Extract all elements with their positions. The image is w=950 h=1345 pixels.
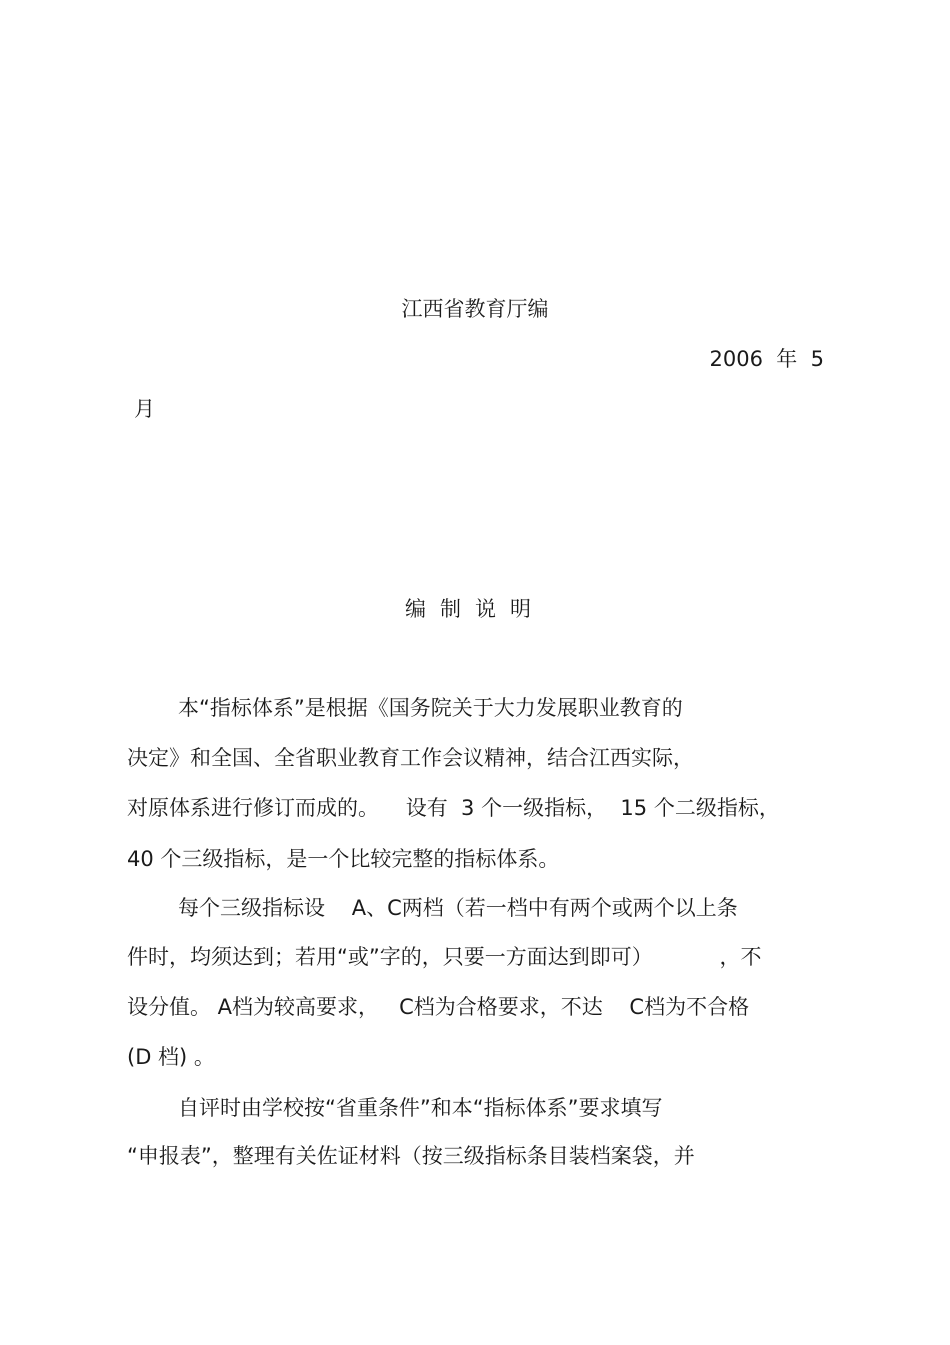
paragraph-line: 决定》和全国、全省职业教育工作会议精神，结合江西实际，: [127, 746, 694, 770]
paragraph-line: 件时，均须达到；若用“或”字的，只要一方面达到即可） ，不: [127, 945, 762, 969]
paragraph-line: 40 个三级指标，是一个比较完整的指标体系。: [127, 847, 560, 871]
date-line: 2006 年 5: [709, 347, 824, 371]
paragraph-line: “申报表”，整理有关佐证材料（按三级指标条目装档案袋，并: [127, 1144, 695, 1168]
paragraph-line: (D 档) 。: [127, 1045, 215, 1069]
paragraph-line: 设分值。 A档为较高要求， C档为合格要求，不达 C档为不合格: [127, 995, 750, 1019]
section-title: 编制说明: [405, 597, 545, 621]
publisher-line: 江西省教育厅编: [401, 297, 549, 321]
paragraph-line: 每个三级指标设 A、C两档（若一档中有两个或两个以上条: [178, 896, 738, 920]
paragraph-line: 本“指标体系”是根据《国务院关于大力发展职业教育的: [178, 696, 683, 720]
paragraph-line: 自评时由学校按“省重条件”和本“指标体系”要求填写: [178, 1096, 663, 1120]
date-month: 月: [134, 397, 155, 421]
paragraph-line: 对原体系进行修订而成的。 设有 3 个一级指标， 15 个二级指标，: [127, 796, 780, 820]
